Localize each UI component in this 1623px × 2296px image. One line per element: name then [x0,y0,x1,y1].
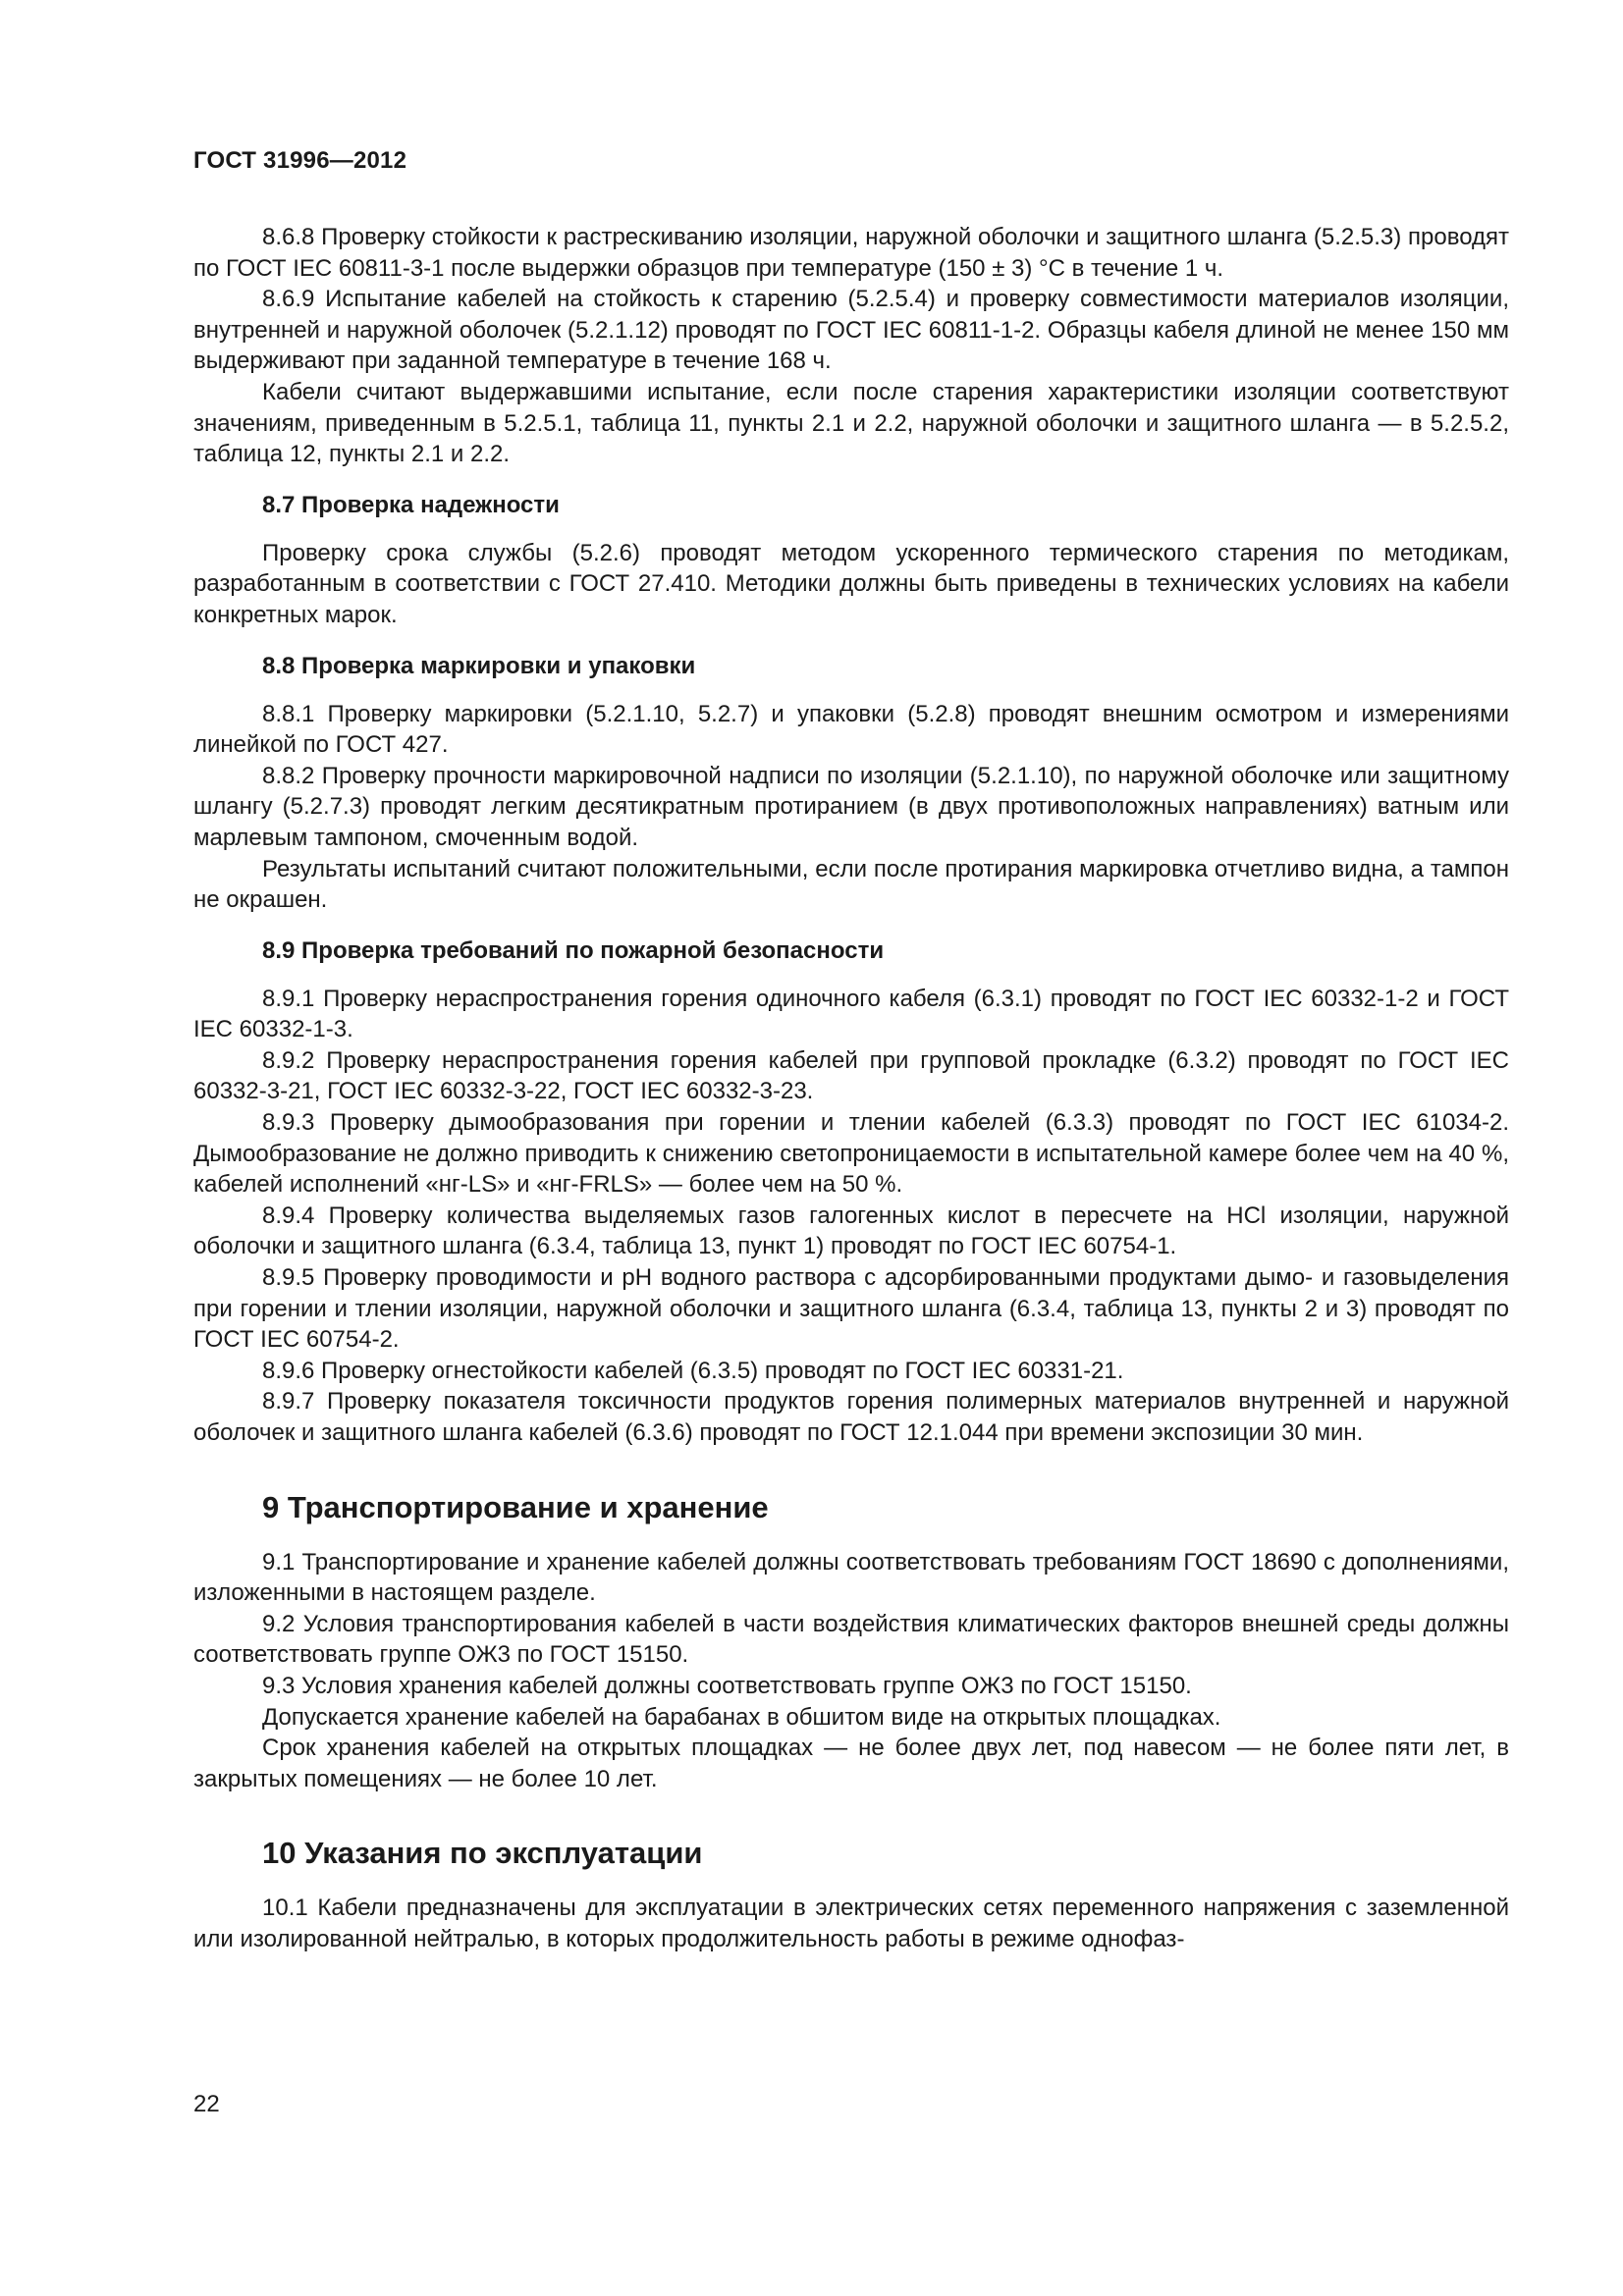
paragraph-9-3-cont-2: Срок хранения кабелей на открытых площадках — не более двух лет, под навесом — не более пяти лет, в закрытых помещениях — не более 10 лет. [193,1735,1509,1792]
paragraph-8-9-3: 8.9.3 Проверку дымообразования при горении и тлении кабелей (6.3.3) проводят по ГОСТ IEC 61034-2. Дымообразование не должно приводить к снижению светопроницаемости в испытательной камере более чем на 40 %, кабелей исполнений «нг-LS» и «нг-FRLS» — более чем на 50 %. [193,1109,1509,1199]
section-heading-10: 10 Указания по эксплуатации [262,1836,703,1871]
paragraph-9-1: 9.1 Транспортирование и хранение кабелей должны соответствовать требованиям ГОСТ 18690 с дополнениями, изложенными в настоящем разделе. [193,1548,1509,1607]
page-number: 22 [193,2091,220,2117]
paragraph-8-9-6: 8.9.6 Проверку огнестойкости кабелей (6.3.5) проводят по ГОСТ IEC 60331-21. [262,1357,1124,1384]
paragraph-9-3: 9.3 Условия хранения кабелей должны соответствовать группе ОЖ3 по ГОСТ 15150. [262,1672,1192,1699]
paragraph-8-9-1: 8.9.1 Проверку нераспространения горения одиночного кабеля (6.3.1) проводят по ГОСТ IEC 60332-1-2 и ГОСТ IEC 60332-1-3. [193,985,1509,1043]
paragraph-8-9-2: 8.9.2 Проверку нераспространения горения кабелей при групповой прокладке (6.3.2) проводят по ГОСТ IEC 60332-3-21, ГОСТ IEC 60332-3-22, ГОСТ IEC 60332-3-23. [193,1046,1509,1105]
subsection-heading-8-7: 8.7 Проверка надежности [262,491,560,518]
paragraph-8-9-7: 8.9.7 Проверку показателя токсичности продуктов горения полимерных материалов внутренней и наружной оболочек и защитного шланга кабелей (6.3.6) проводят по ГОСТ 12.1.044 при времени экспозиции 30 мин. [193,1388,1509,1446]
paragraph-8-6-9-cont: Кабели считают выдержавшими испытание, если после старения характеристики изоляции соответствуют значениям, приведенным в 5.2.5.1, таблица 11, пункты 2.1 и 2.2, наружной оболочки и защитного шланга — в 5.2.5.2, таблица 12, пункты 2.1 и 2.2. [193,378,1509,468]
paragraph-8-8-2: 8.8.2 Проверку прочности маркировочной надписи по изоляции (5.2.1.10), по наружной оболочке или защитному шлангу (5.2.7.3) проводят легким десятикратным протиранием (в двух противоположных направлениях) ватным или марлевым тампоном, смоченным водой. [193,762,1509,851]
paragraph-8-8-2-cont: Результаты испытаний считают положительными, если после протирания маркировка отчетливо видна, а тампон не окрашен. [193,855,1509,914]
paragraph-8-8-1: 8.8.1 Проверку маркировки (5.2.1.10, 5.2.7) и упаковки (5.2.8) проводят внешним осмотром и измерениями линейкой по ГОСТ 427. [193,700,1509,759]
section-heading-9: 9 Транспортирование и хранение [262,1489,769,1524]
subsection-heading-8-9: 8.9 Проверка требований по пожарной безопасности [262,936,885,964]
paragraph-8-7: Проверку срока службы (5.2.6) проводят методом ускоренного термического старения по методикам, разработанным в соответствии с ГОСТ 27.410. Методики должны быть приведены в технических условиях на кабели конкретных марок. [193,539,1509,628]
paragraph-8-9-5: 8.9.5 Проверку проводимости и pH водного раствора с адсорбированными продуктами дымо- и газовыделения при горении и тлении изоляции, наружной оболочки и защитного шланга (6.3.4, таблица 13, пункты 2 и 3) проводят по ГОСТ IEC 60754-2. [193,1264,1509,1354]
paragraph-8-6-8: 8.6.8 Проверку стойкости к растрескиванию изоляции, наружной оболочки и защитного шланга (5.2.5.3) проводят по ГОСТ IEC 60811-3-1 после выдержки образцов при температуре (150 ± 3) °С в течение 1 ч. [193,224,1509,282]
subsection-heading-8-8: 8.8 Проверка маркировки и упаковки [262,652,696,679]
paragraph-8-9-4: 8.9.4 Проверку количества выделяемых газов галогенных кислот в пересчете на HCl изоляции, наружной оболочки и защитного шланга (6.3.4, таблица 13, пункт 1) проводят по ГОСТ IEC 60754-1. [193,1201,1509,1260]
paragraph-10-1: 10.1 Кабели предназначены для эксплуатации в электрических сетях переменного напряжения с заземленной или изолированной нейтралью, в которых продолжительность работы в режиме однофаз- [193,1895,1509,1952]
document-id-header: ГОСТ 31996—2012 [193,147,407,174]
paragraph-9-3-cont-1: Допускается хранение кабелей на барабанах в обшитом виде на открытых площадках. [262,1703,1221,1731]
document-body [193,222,1509,1955]
paragraph-8-6-9: 8.6.9 Испытание кабелей на стойкость к старению (5.2.5.4) и проверку совместимости материалов изоляции, внутренней и наружной оболочек (5.2.1.12) проводят по ГОСТ IEC 60811-1-2. Образцы кабеля длиной не менее 150 мм выдерживают при заданной температуре в течение 168 ч. [193,286,1509,375]
paragraph-9-2: 9.2 Условия транспортирования кабелей в части воздействия климатических факторов внешней среды должны соответствовать группе ОЖ3 по ГОСТ 15150. [193,1610,1509,1669]
